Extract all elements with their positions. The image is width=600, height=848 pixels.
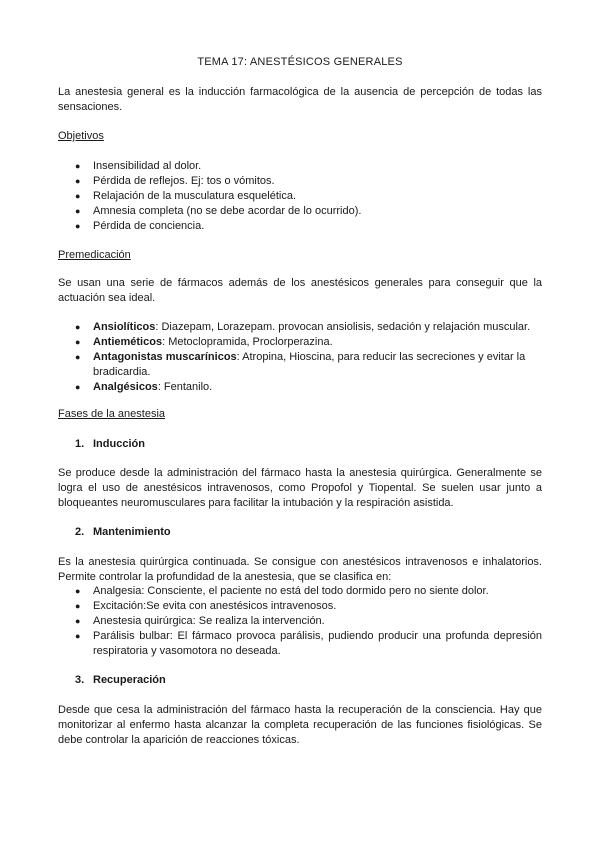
- section-number: 1.: [75, 438, 85, 450]
- recuperacion-heading: [58, 673, 559, 688]
- intro-paragraph: La anestesia general es la inducción farmacológica de la ausencia de percepción de todas las sensaciones.: [58, 86, 542, 113]
- list-item: [58, 350, 542, 380]
- drug-class-desc: : Diazepam, Lorazepam. provocan ansiolisis, sedación y relajación muscular.: [155, 321, 531, 333]
- section-title: Recuperación: [93, 674, 166, 686]
- mantenimiento-list: [58, 584, 542, 659]
- list-item: ● Pérdida de conciencia.: [58, 219, 542, 234]
- mantenimiento-heading: [58, 525, 559, 540]
- drug-class-desc: : Metoclopramida, Proclorperazina.: [162, 336, 333, 348]
- drug-class-term: Ansiolíticos: [93, 321, 156, 333]
- drug-class-desc: : Fentanilo.: [157, 381, 213, 393]
- objetivos-heading: Objetivos: [58, 130, 104, 142]
- mantenimiento-paragraph: Es la anestesia quirúrgica continuada. Se consigue con anestésicos intravenosos e inhalatorios. Permite controlar la profundidad de la anestesia, que se clasifica en:: [58, 556, 542, 583]
- list-item: ● Insensibilidad al dolor.: [58, 159, 542, 174]
- list-item: ● Excitación:Se evita con anestésicos intravenosos.: [58, 599, 542, 614]
- section-title: Inducción: [93, 438, 145, 450]
- page-title: TEMA 17: ANESTÉSICOS GENERALES: [197, 56, 403, 68]
- list-item: ● Parálisis bulbar: El fármaco provoca parálisis, pudiendo producir una profunda depresión respiratoria y vasomotora no deseada.: [58, 629, 542, 659]
- section-title: Mantenimiento: [93, 526, 171, 538]
- list-item: ● Pérdida de reflejos. Ej: tos o vómitos.: [58, 174, 542, 189]
- list-item: ● Analgesia: Consciente, el paciente no está del todo dormido pero no siente dolor.: [58, 584, 542, 599]
- list-item: ● Relajación de la musculatura esquelética.: [58, 189, 542, 204]
- list-item: [58, 320, 542, 335]
- premedicacion-heading: Premedicación: [58, 249, 131, 261]
- section-number: 2.: [75, 526, 85, 538]
- objetivos-list: [58, 159, 542, 234]
- induccion-heading: [58, 437, 559, 452]
- premedicacion-list: [58, 320, 542, 395]
- recuperacion-paragraph: Desde que cesa la administración del fármaco hasta la recuperación de la consciencia. Hay que monitorizar al enfermo hasta alcanzar la completa recuperación de las funciones fisiológicas. Se debe controlar la aparición de reacciones tóxicas.: [58, 704, 542, 746]
- premedicacion-paragraph: Se usan una serie de fármacos además de los anestésicos generales para conseguir que la actuación sea ideal.: [58, 277, 542, 304]
- list-item: ● Amnesia completa (no se debe acordar de lo ocurrido).: [58, 204, 542, 219]
- drug-class-term: Analgésicos: [93, 381, 158, 393]
- drug-class-term: Antagonistas muscarínicos: [93, 351, 237, 363]
- list-item: ● Anestesia quirúrgica: Se realiza la intervención.: [58, 614, 542, 629]
- section-number: 3.: [75, 674, 85, 686]
- fases-heading: Fases de la anestesia: [58, 408, 166, 420]
- list-item: [58, 335, 542, 350]
- induccion-paragraph: Se produce desde la administración del fármaco hasta la anestesia quirúrgica. Generalmente se logra el uso de anestésicos intravenosos, como Propofol y Tiopental. Se suelen usar junto a bloqueantes neuromusculares para facilitar la intubación y la respiración asistida.: [58, 467, 542, 509]
- drug-class-desc: : Atropina, Hioscina, para reducir las secreciones y evitar la bradicardia.: [93, 351, 526, 378]
- list-item: [58, 380, 542, 395]
- drug-class-term: Antieméticos: [93, 336, 163, 348]
